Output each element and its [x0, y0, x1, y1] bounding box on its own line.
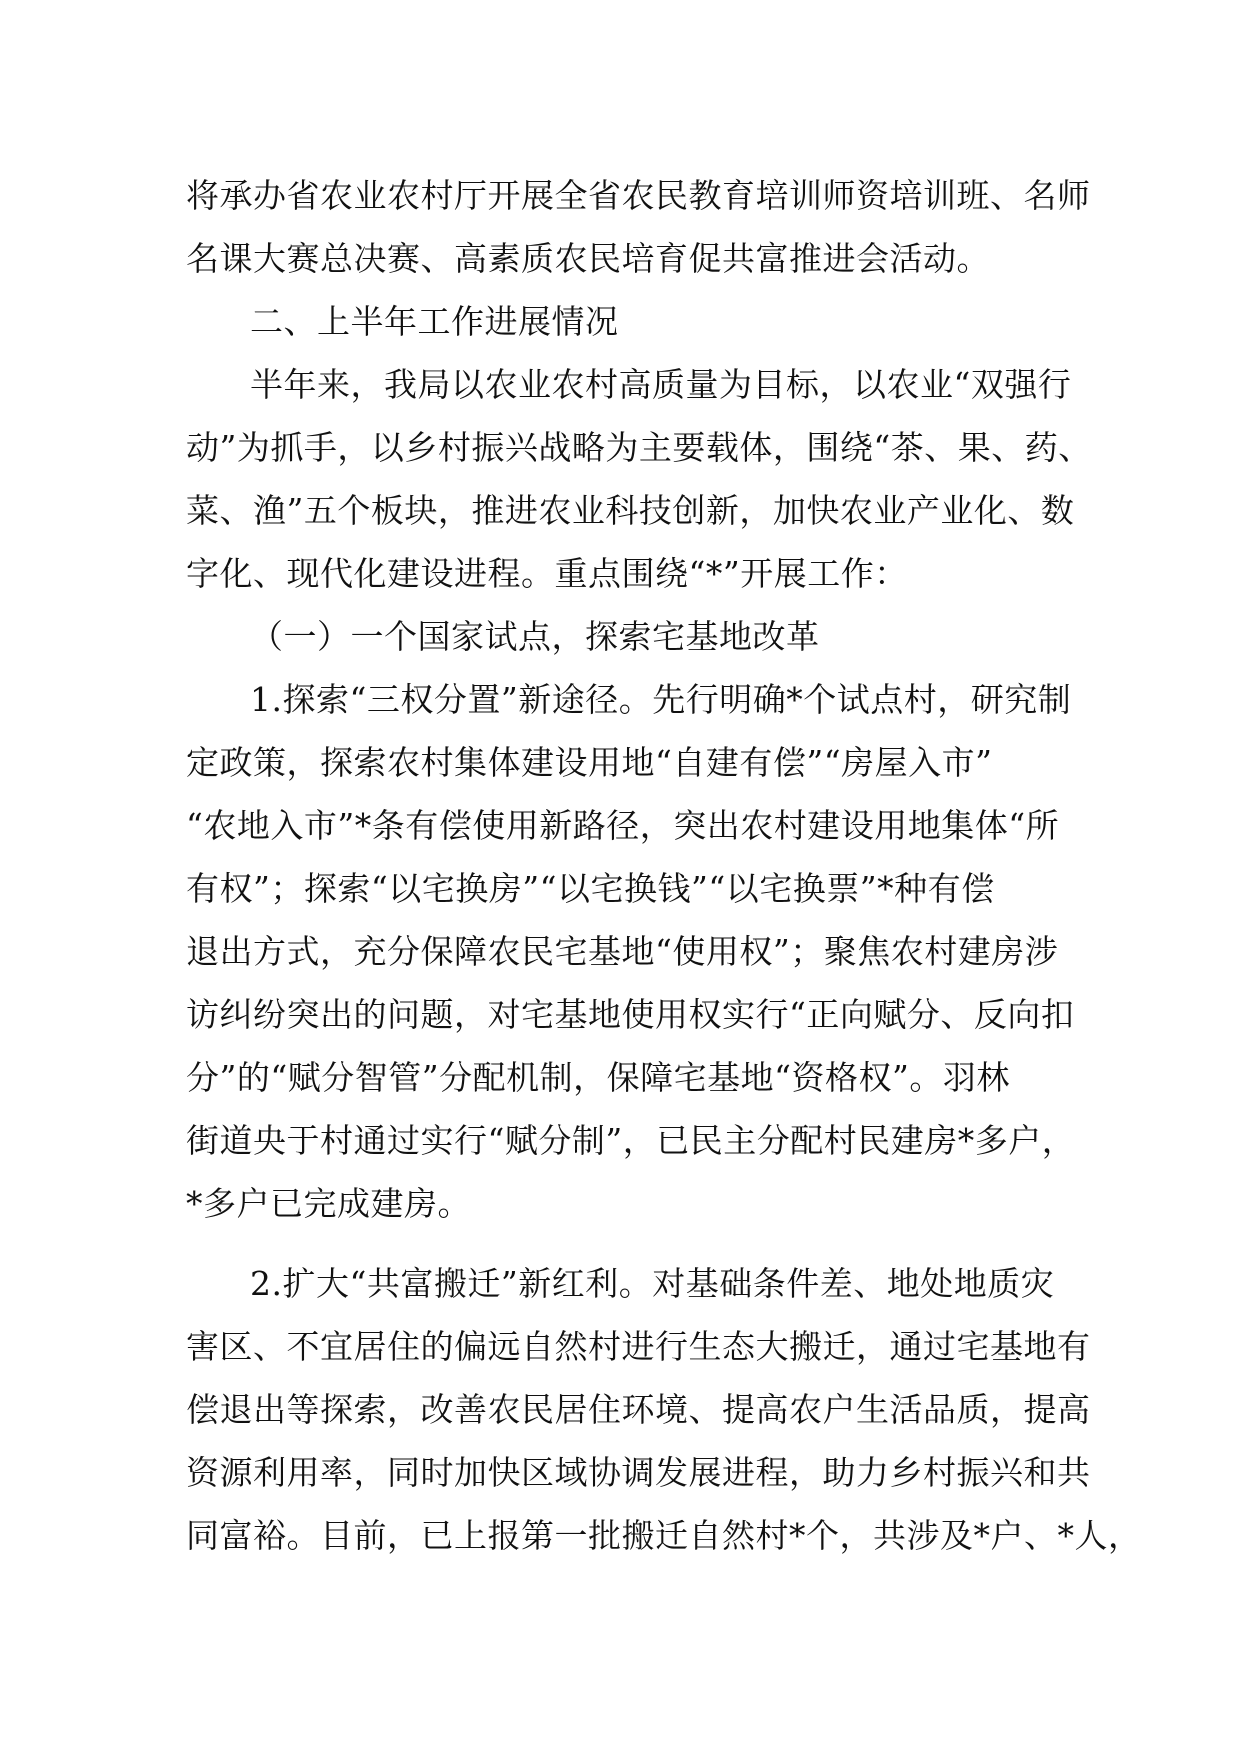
text-line: 字化、现代化建设进程。重点围绕“*”开展工作：: [186, 554, 908, 593]
text-line: 有权”；探索“以宅换房”“以宅换钱”“以宅换票”*种有偿: [186, 869, 995, 908]
section-heading: 二、上半年工作进展情况: [250, 302, 619, 341]
text-line: 退出方式，充分保障农民宅基地“使用权”；聚焦农村建房涉: [186, 932, 1059, 971]
text-line: 2.扩大“共富搬迁”新红利。对基础条件差、地处地质灾: [250, 1264, 1055, 1303]
text-line: 动”为抓手，以乡村振兴战略为主要载体，围绕“茶、果、药、: [186, 428, 1092, 467]
text-line: 同富裕。目前，已上报第一批搬迁自然村*个，共涉及*户、*人，: [186, 1516, 1142, 1555]
text-line: “农地入市”*条有偿使用新路径，突出农村建设用地集体“所: [186, 806, 1060, 845]
text-line: 资源利用率，同时加快区域协调发展进程，助力乡村振兴和共: [186, 1453, 1091, 1492]
text-line: 定政策，探索农村集体建设用地“自建有偿”“房屋入市”: [186, 743, 993, 782]
text-line: 名课大赛总决赛、高素质农民培育促共富推进会活动。: [186, 239, 990, 278]
subsection-heading: （一）一个国家试点，探索宅基地改革: [250, 617, 820, 656]
text-line: 半年来，我局以农业农村高质量为目标，以农业“双强行: [250, 365, 1072, 404]
text-line: 访纠纷突出的问题，对宅基地使用权实行“正向赋分、反向扣: [186, 995, 1075, 1034]
text-line: 1.探索“三权分置”新途径。先行明确*个试点村，研究制: [250, 680, 1072, 719]
text-line: *多户已完成建房。: [186, 1184, 471, 1223]
text-line: 菜、渔”五个板块，推进农业科技创新，加快农业产业化、数: [186, 491, 1075, 530]
text-line: 分”的“赋分智管”分配机制，保障宅基地“资格权”。羽林: [186, 1058, 1010, 1097]
text-line: 将承办省农业农村厅开展全省农民教育培训师资培训班、名师: [186, 176, 1091, 215]
text-line: 偿退出等探索，改善农民居住环境、提高农户生活品质，提高: [186, 1390, 1091, 1429]
text-line: 街道央于村通过实行“赋分制”，已民主分配村民建房*多户，: [186, 1121, 1076, 1160]
text-line: 害区、不宜居住的偏远自然村进行生态大搬迁，通过宅基地有: [186, 1327, 1091, 1366]
